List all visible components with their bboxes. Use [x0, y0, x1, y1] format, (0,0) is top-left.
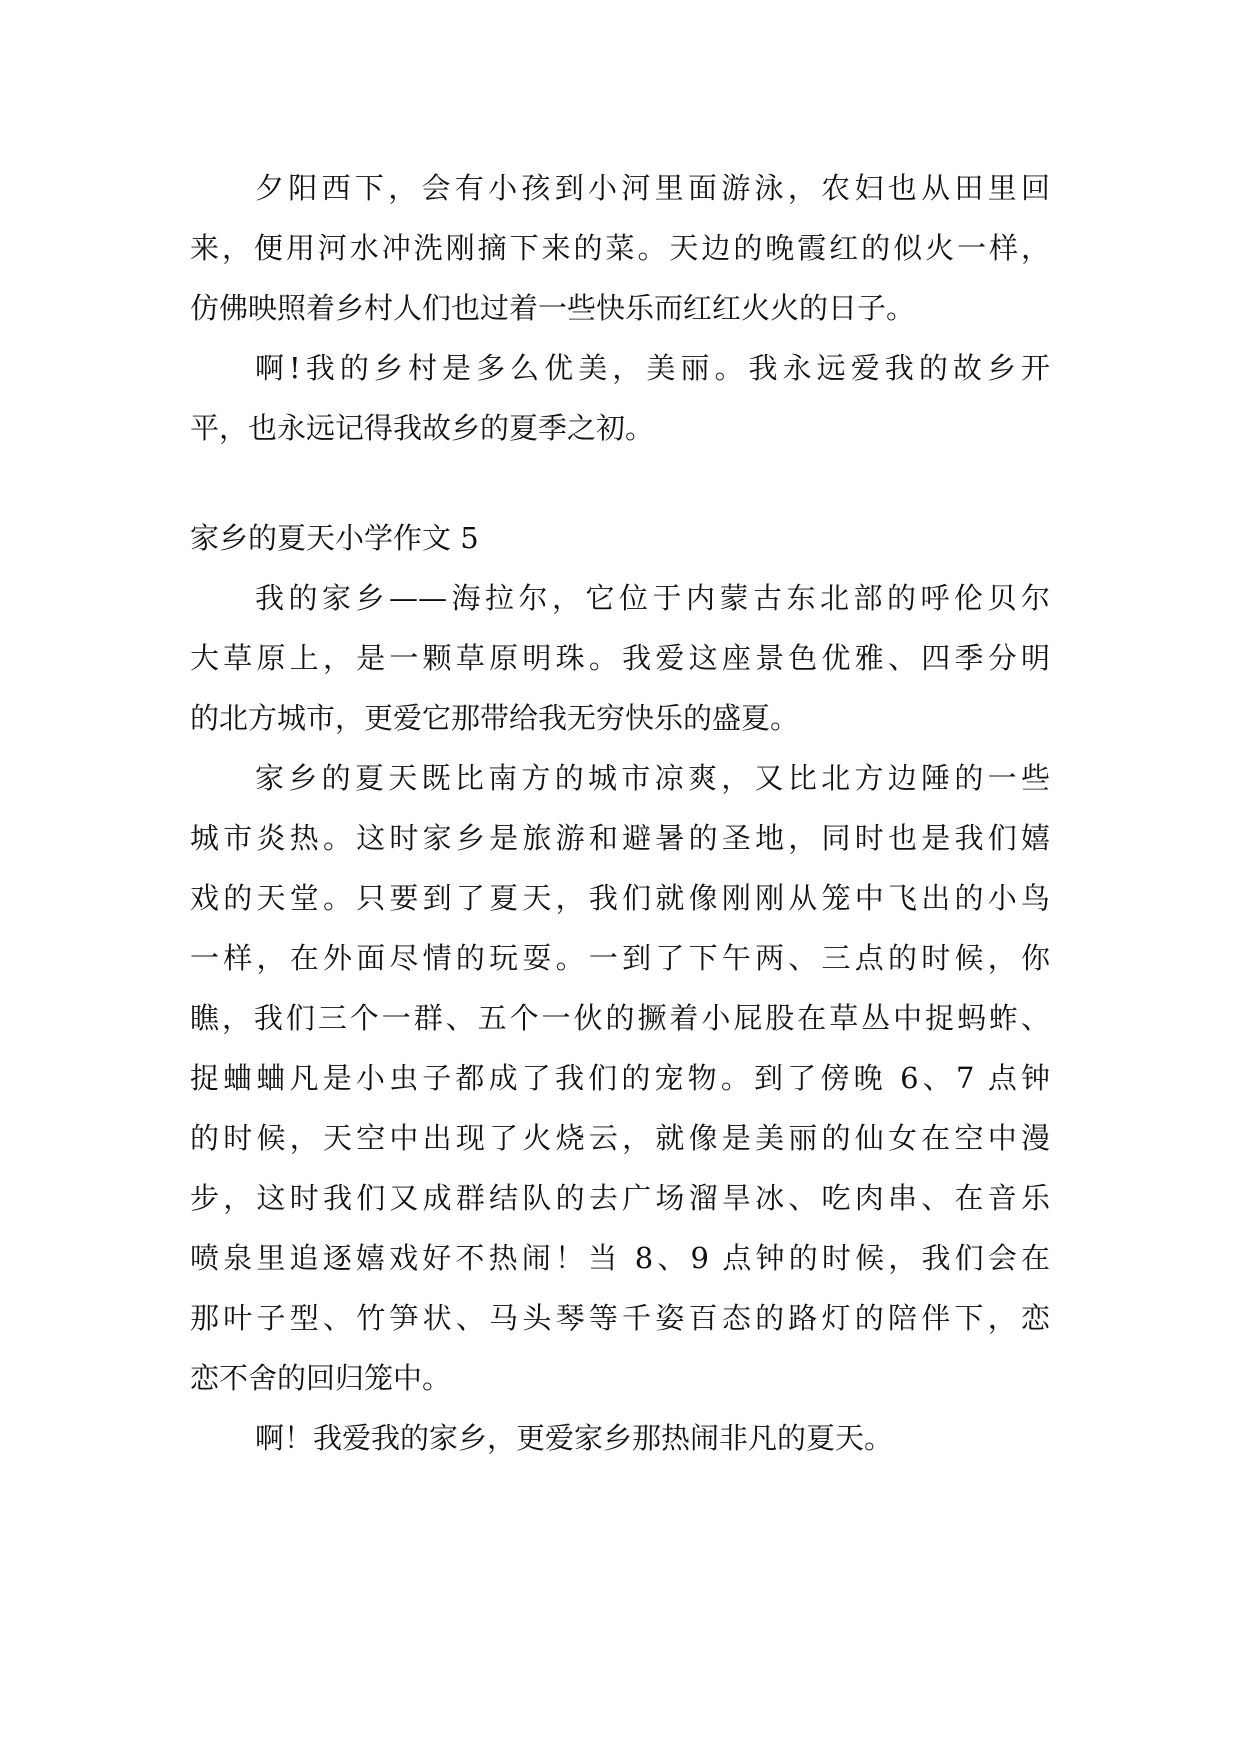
paragraph-line: 的北方城市，更爱它那带给我无穷快乐的盛夏。: [190, 701, 800, 735]
paragraph-line: 喷泉里追逐嬉戏好不热闹！当 8、9 点钟的时候，我们会在: [190, 1241, 1050, 1275]
paragraph-line: 大草原上，是一颗草原明珠。我爱这座景色优雅、四季分明: [190, 641, 1050, 675]
paragraph-line: 瞧，我们三个一群、五个一伙的撅着小屁股在草丛中捉蚂蚱、: [190, 1001, 1050, 1035]
paragraph-line: 城市炎热。这时家乡是旅游和避暑的圣地，同时也是我们嬉: [190, 821, 1050, 855]
paragraph-line: 步，这时我们又成群结队的去广场溜旱冰、吃肉串、在音乐: [190, 1181, 1050, 1215]
paragraph-line: 夕阳西下，会有小孩到小河里面游泳，农妇也从田里回: [255, 171, 1050, 205]
paragraph-line: 一样，在外面尽情的玩耍。一到了下午两、三点的时候，你: [190, 941, 1050, 975]
paragraph-line: 来，便用河水冲洗刚摘下来的菜。天边的晚霞红的似火一样，: [190, 231, 1050, 265]
paragraph-line: 家乡的夏天既比南方的城市凉爽，又比北方边陲的一些: [255, 761, 1050, 795]
paragraph-line: 啊!我的乡村是多么优美，美丽。我永远爱我的故乡开: [255, 351, 1050, 385]
paragraph-line: 啊！我爱我的家乡，更爱家乡那热闹非凡的夏天。: [255, 1421, 894, 1455]
paragraph-line: 戏的天堂。只要到了夏天，我们就像刚刚从笼中飞出的小鸟: [190, 881, 1050, 915]
paragraph-line: 恋不舍的回归笼中。: [190, 1361, 452, 1395]
paragraph-line: 平，也永远记得我故乡的夏季之初。: [190, 411, 655, 445]
paragraph-line: 的时候，天空中出现了火烧云，就像是美丽的仙女在空中漫: [190, 1121, 1050, 1155]
paragraph-line: 那叶子型、竹笋状、马头琴等千姿百态的路灯的陪伴下，恋: [190, 1301, 1050, 1335]
section-heading: 家乡的夏天小学作文 5: [190, 521, 479, 555]
paragraph-line: 仿佛映照着乡村人们也过着一些快乐而红红火火的日子。: [190, 291, 916, 325]
paragraph-line: 捉蛐蛐凡是小虫子都成了我们的宠物。到了傍晚 6、7 点钟: [190, 1061, 1050, 1095]
paragraph-line: 我的家乡——海拉尔，它位于内蒙古东北部的呼伦贝尔: [255, 581, 1050, 615]
